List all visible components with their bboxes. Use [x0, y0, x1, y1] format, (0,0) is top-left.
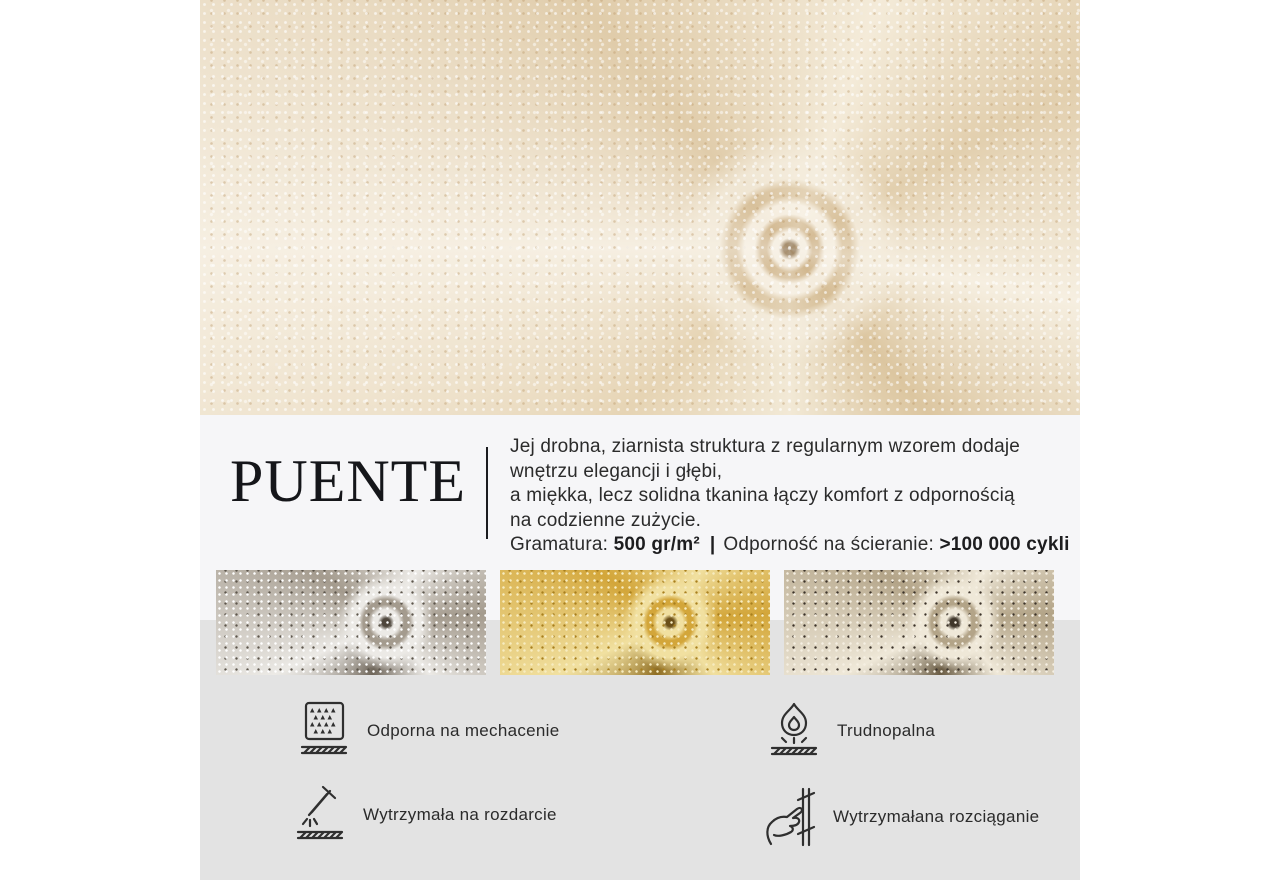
stretch-resistant-icon — [762, 786, 818, 848]
swatch-gray-boucle — [216, 570, 486, 675]
specs-separator: | — [709, 534, 716, 556]
swatch-yellow-boucle — [500, 570, 770, 675]
feature-tear-resistant — [292, 784, 557, 846]
pilling-resistant-icon — [296, 700, 352, 762]
description-line: a miękka, lecz solidna tkanina łączy komfort z odpornością — [510, 485, 1015, 507]
abrasion-value: >100 000 cykli — [939, 534, 1070, 556]
product-description — [510, 435, 1070, 558]
feature-label: Wytrzymałana rozciąganie — [833, 807, 1040, 826]
color-swatches — [216, 570, 1054, 675]
content-column — [200, 0, 1080, 880]
description-line: na codzienne zużycie. — [510, 509, 702, 531]
abrasion-label: Odporność na ścieranie: — [723, 534, 934, 556]
description-line: Jej drobna, ziarnista struktura z regularnym wzorem dodaje — [510, 436, 1021, 457]
tear-resistant-icon — [292, 784, 348, 846]
feature-stretch-resistant — [762, 786, 1039, 848]
description-line: wnętrzu elegancji i głębi, — [510, 460, 723, 482]
vertical-divider — [486, 447, 488, 539]
specs-line — [510, 533, 1070, 558]
feature-pilling-resistant — [296, 700, 559, 762]
flame-retardant-icon — [766, 700, 822, 762]
feature-label: Trudnopalna — [837, 721, 936, 740]
gramatura-label: Gramatura: — [510, 534, 609, 556]
feature-label: Wytrzymała na rozdarcie — [363, 805, 557, 824]
swatch-beige-boucle — [784, 570, 1054, 675]
gramatura-value: 500 gr/m² — [613, 534, 700, 556]
hero-fabric-image — [200, 0, 1080, 415]
product-title: PUENTE — [230, 448, 466, 514]
feature-flame-retardant — [766, 700, 935, 762]
feature-label: Odporna na mechacenie — [367, 721, 560, 740]
